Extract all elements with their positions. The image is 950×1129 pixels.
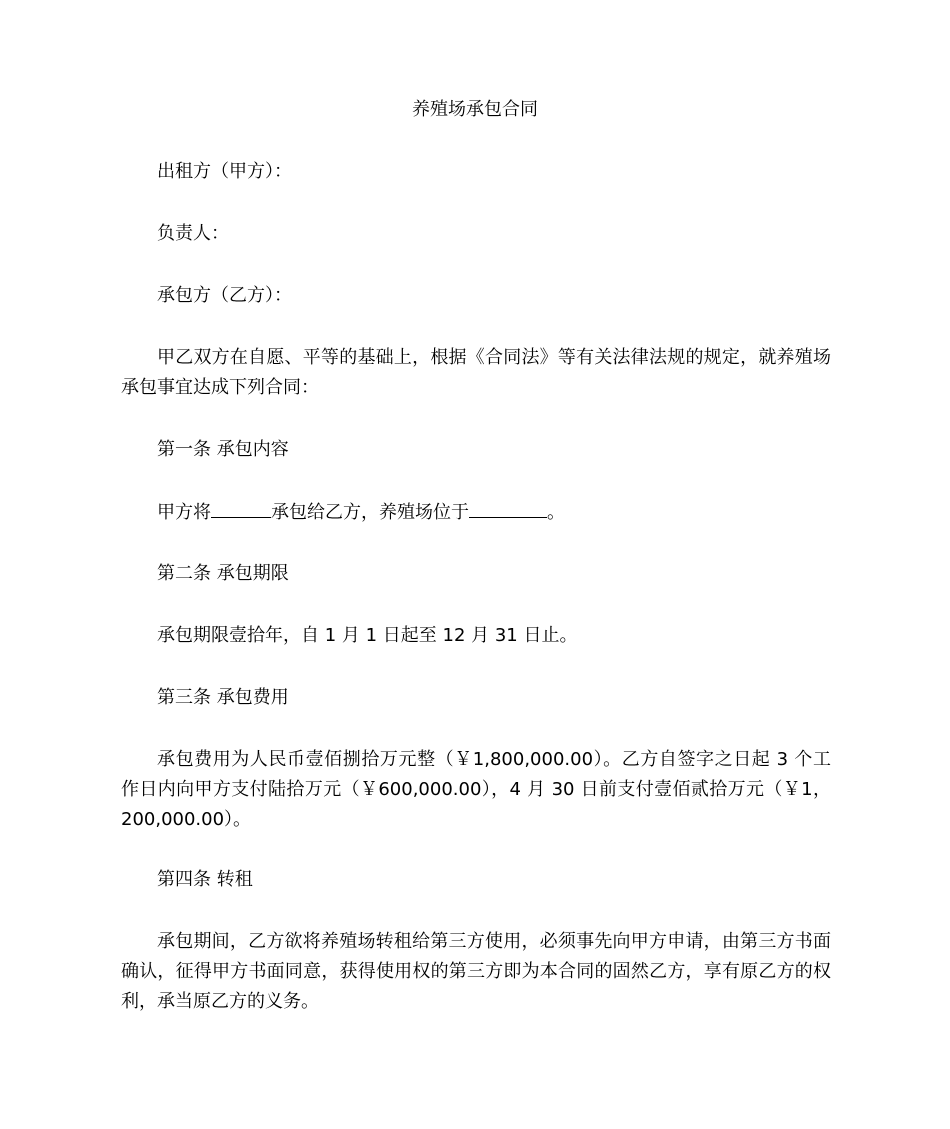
article-2-text: 承包期限壹拾年，自 1 月 1 日起至 12 月 31 日止。 [157, 625, 578, 646]
article-1-heading: 第一条 承包内容 [157, 439, 289, 460]
contract-title: 养殖场承包合同 [412, 99, 538, 120]
article-4-text: 承包期间，乙方欲将养殖场转租给第三方使用，必须事先向甲方申请，由第三方书面确认，征得甲方书面同意，获得使用权的第三方即为本合同的固然乙方，享有原乙方的权利，承当原乙方的义务。 [121, 931, 831, 1012]
article-1-text [157, 499, 565, 526]
blank-field-location [469, 499, 547, 518]
article-1-text-after: 。 [547, 502, 565, 523]
article-3-heading: 第三条 承包费用 [157, 687, 289, 708]
article-1-text-before: 甲方将 [157, 502, 211, 523]
article-3-text: 承包费用为人民币壹佰捌拾万元整（￥1,800,000.00）。乙方自签字之日起 3 个工作日内向甲方支付陆拾万元（￥600,000.00），4 月 30 日前支付壹佰贰拾万元（￥1，200,000.00）。 [121, 749, 831, 830]
lessor-label: 出租方（甲方）： [157, 161, 292, 182]
responsible-person-label: 负责人： [157, 223, 229, 244]
contractor-label: 承包方（乙方）： [157, 285, 292, 306]
article-4-heading: 第四条 转租 [157, 869, 253, 890]
article-2-heading: 第二条 承包期限 [157, 563, 289, 584]
article-1-text-middle: 承包给乙方，养殖场位于 [271, 502, 469, 523]
preamble-paragraph: 甲乙双方在自愿、平等的基础上，根据《合同法》等有关法律法规的规定，就养殖场承包事宜达成下列合同： [121, 347, 831, 398]
blank-field-subject [211, 499, 271, 518]
